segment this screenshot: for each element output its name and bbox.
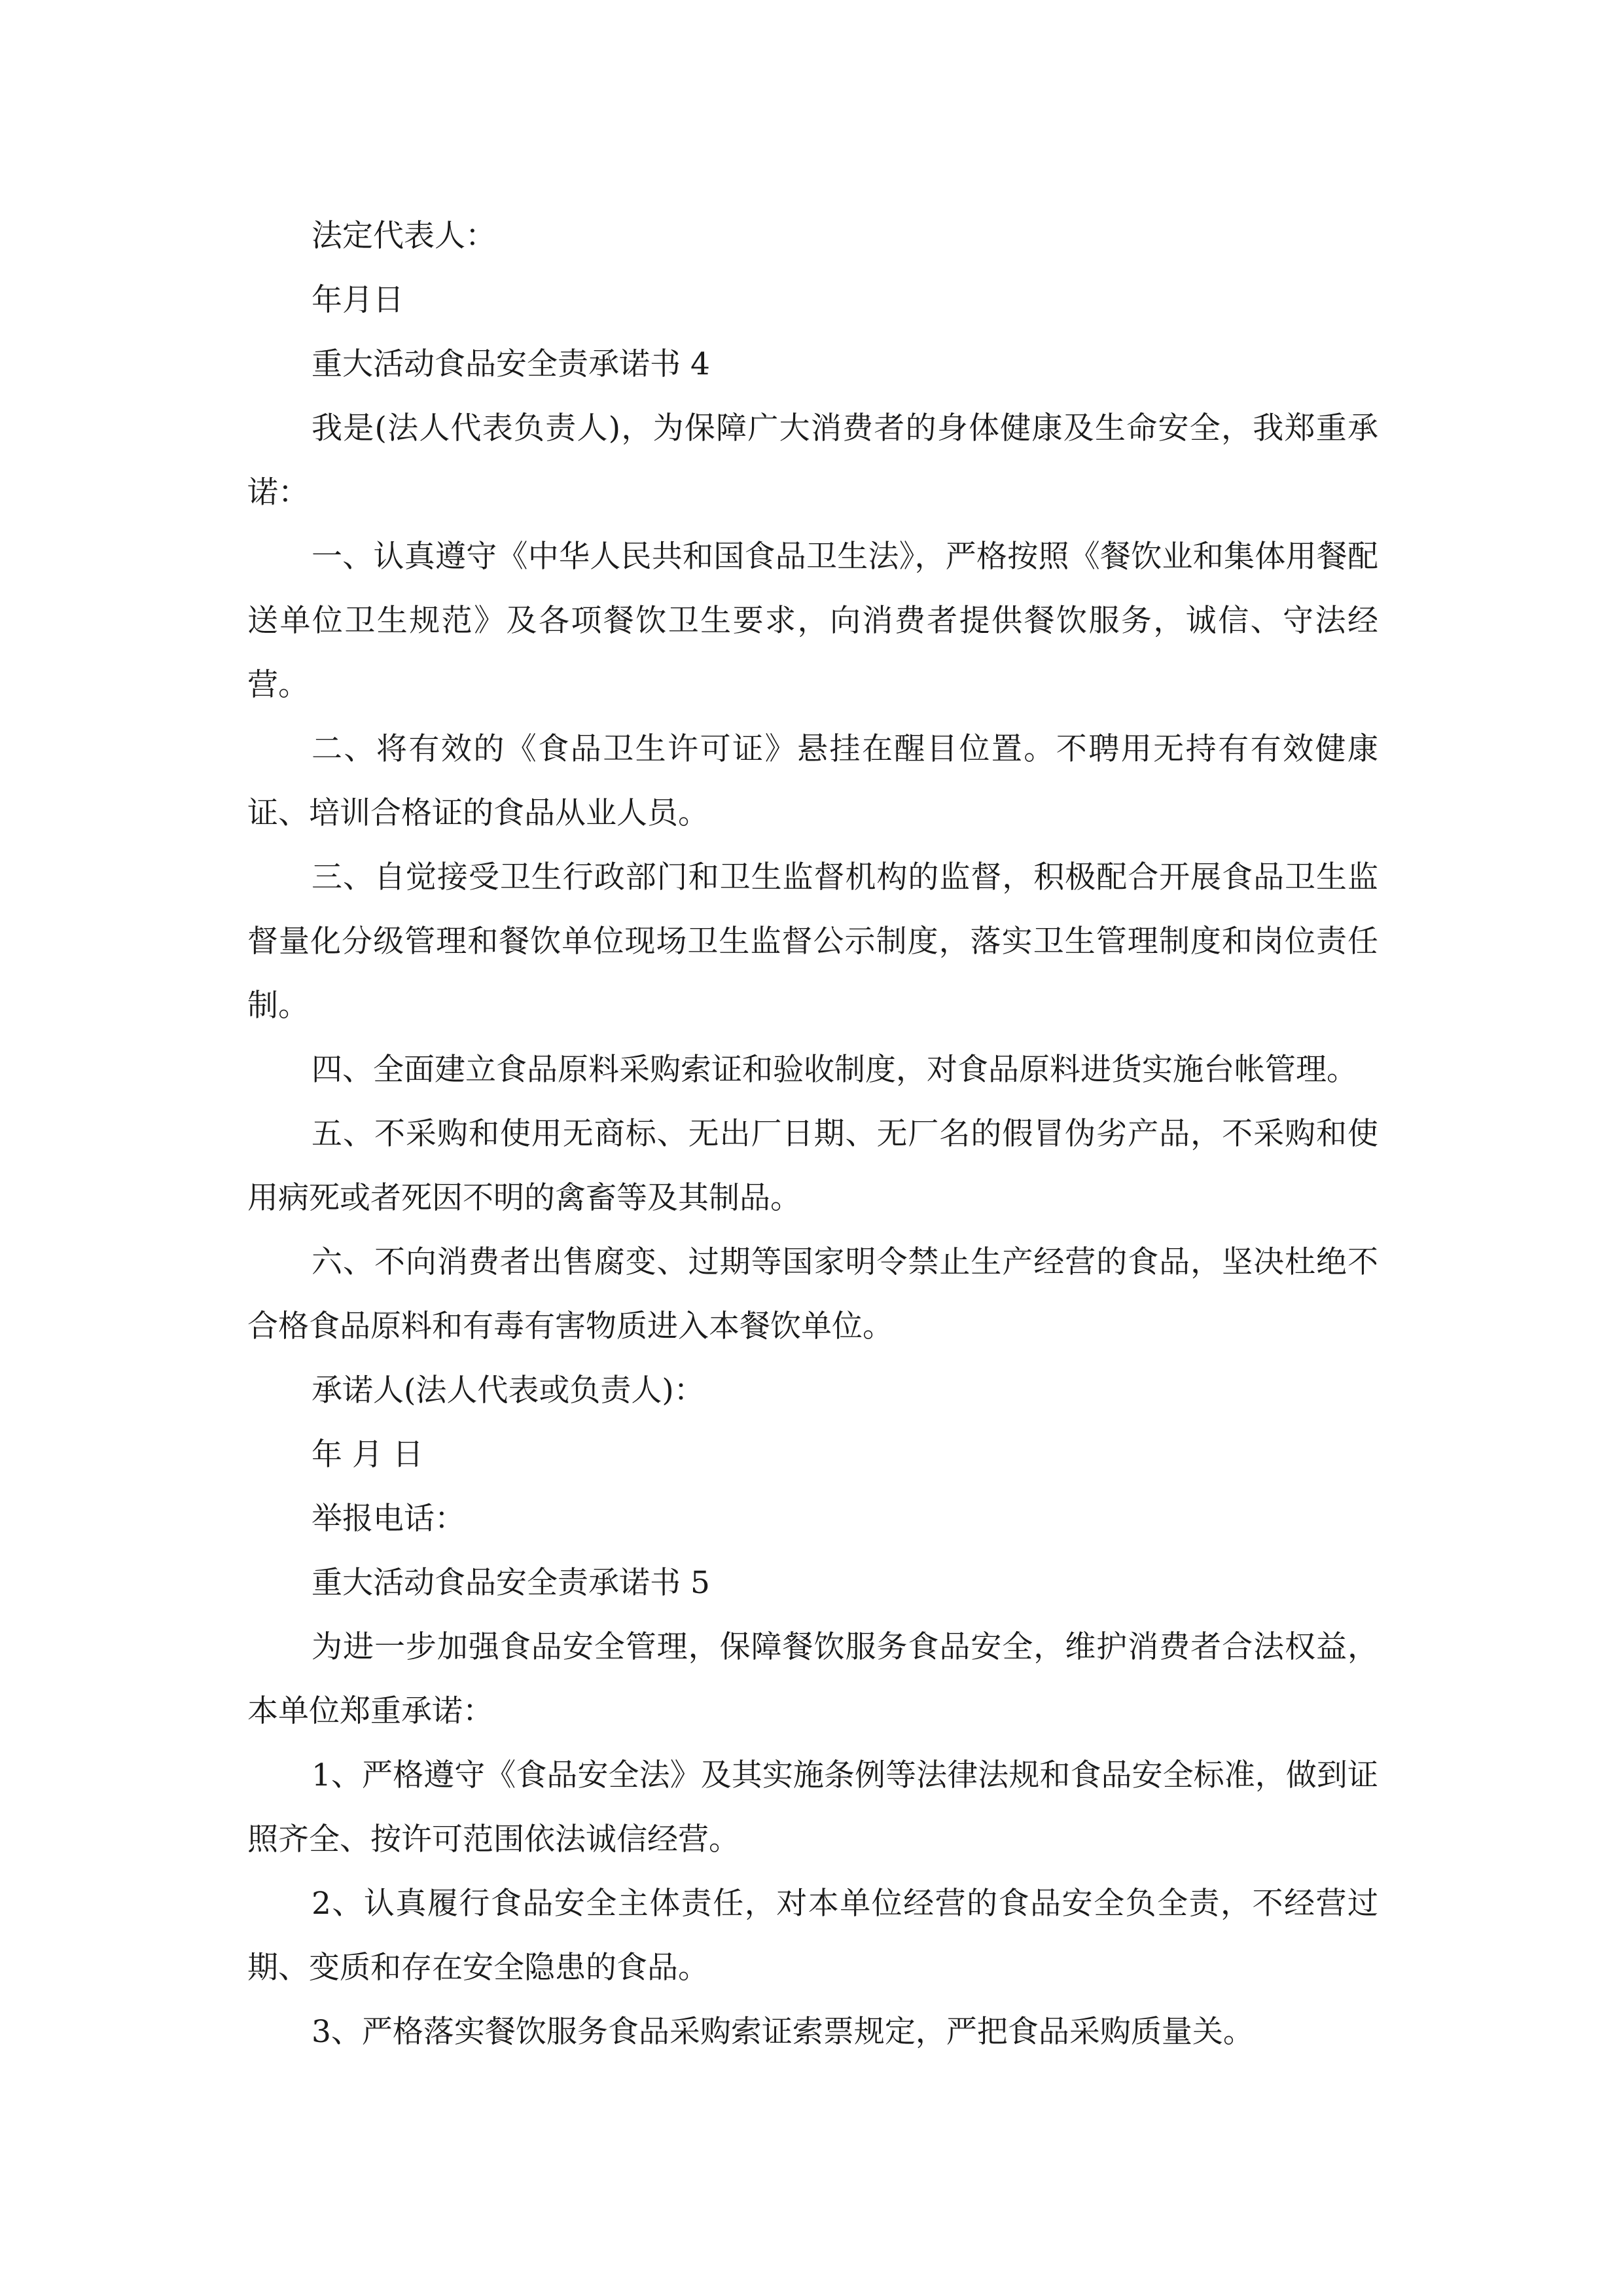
date-line: 年月日 xyxy=(312,282,404,318)
paragraph-item-2: 二、将有效的《食品卫生许可证》悬挂在醒目位置。不聘用无持有有效健康证、培训合格证的食品从业人员。 xyxy=(247,731,1378,831)
signature-legal-rep: 法定代表人： xyxy=(312,218,496,254)
signature-promisor: 承诺人(法人代表或负责人)： xyxy=(312,1372,705,1408)
section-title-4: 重大活动食品安全责承诺书 4 xyxy=(312,346,710,382)
hotline-line: 举报电话： xyxy=(312,1501,465,1537)
section-title-5: 重大活动食品安全责承诺书 5 xyxy=(312,1565,710,1601)
date-line-2: 年 月 日 xyxy=(312,1437,423,1473)
paragraph-rule-3: 3、严格落实餐饮服务食品采购索证索票规定，严把食品采购质量关。 xyxy=(312,2014,1254,2050)
paragraph-item-6: 六、不向消费者出售腐变、过期等国家明令禁止生产经营的食品，坚决杜绝不合格食品原料和有毒有害物质进入本餐饮单位。 xyxy=(247,1244,1378,1344)
paragraph-intro-5: 为进一步加强食品安全管理，保障餐饮服务食品安全，维护消费者合法权益，本单位郑重承诺： xyxy=(247,1629,1378,1729)
paragraph-item-3: 三、自觉接受卫生行政部门和卫生监督机构的监督，积极配合开展食品卫生监督量化分级管理和餐饮单位现场卫生监督公示制度，落实卫生管理制度和岗位责任制。 xyxy=(247,859,1378,1024)
paragraph-rule-1: 1、严格遵守《食品安全法》及其实施条例等法律法规和食品安全标准，做到证照齐全、按许可范围依法诚信经营。 xyxy=(247,1757,1378,1857)
document-body xyxy=(247,204,1378,2064)
paragraph-intro-4: 我是(法人代表负责人)，为保障广大消费者的身体健康及生命安全，我郑重承诺： xyxy=(247,410,1378,511)
paragraph-item-5: 五、不采购和使用无商标、无出厂日期、无厂名的假冒伪劣产品，不采购和使用病死或者死因不明的禽畜等及其制品。 xyxy=(247,1116,1378,1216)
paragraph-item-4: 四、全面建立食品原料采购索证和验收制度，对食品原料进货实施台帐管理。 xyxy=(312,1052,1357,1088)
paragraph-rule-2: 2、认真履行食品安全主体责任，对本单位经营的食品安全负全责，不经营过期、变质和存在安全隐患的食品。 xyxy=(247,1886,1378,1986)
paragraph-item-1: 一、认真遵守《中华人民共和国食品卫生法》，严格按照《餐饮业和集体用餐配送单位卫生规范》及各项餐饮卫生要求，向消费者提供餐饮服务，诚信、守法经营。 xyxy=(247,539,1378,703)
